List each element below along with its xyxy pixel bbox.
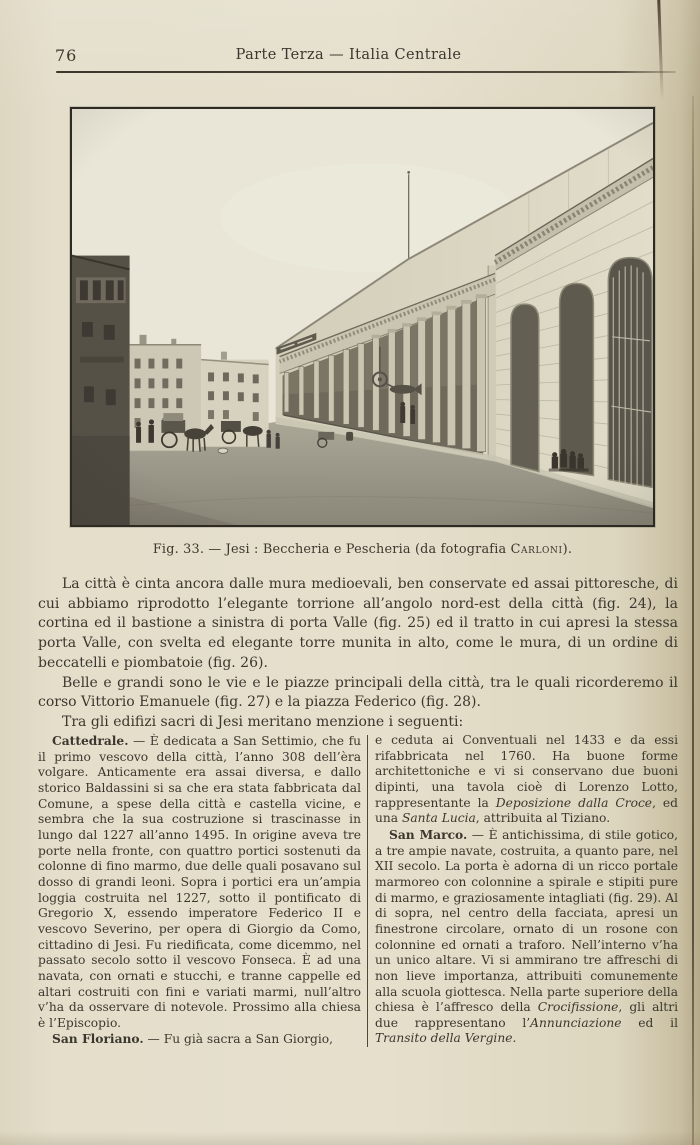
text-run-sc: Carloni [510,542,563,557]
text-run: Tra gli edifizi sacri di Jesi meritano menzione i seguenti: [62,713,464,730]
text-run: ). [562,542,573,557]
paragraph [38,733,361,1031]
text-run: — È antichissima, di stile gotico, a tre ampie navate, costruita, a quanto pare, nel XII secolo. La porta è adorna di un ricco portale marmoreo con colonnine a spirale e stipiti pure di marmo, e graziosamente intagliati (fig. 29). Al di sopra, nel centro della facciata, apresi un finestrone circolare, ornato di un rosone con colonnine ed ornati a traforo. Nell’interno v’ha un unico altare. Vi si ammirano tre affreschi di non lieve importanza, attribuiti comunemente alla scuola giottesca. Nella parte superiore della chiesa è l’affresco della [375,827,678,1015]
page-number: 76 [55,46,78,65]
paragraph [38,674,678,713]
column-divider [367,735,368,1047]
text-run-i: Santa Lucia [401,811,476,826]
paragraph [38,1031,361,1048]
running-title: Parte Terza — Italia Centrale [235,47,462,63]
scan-edge-line-right [692,96,694,1145]
text-run: . [512,1031,517,1046]
text-run: e ceduta ai Conventuali nel 1433 e da essi rifabbricata nel 1760. Ha buone forme architettoniche e vi si conservano due buoni dipinti, una tavola cioè di Lorenzo Lotto, rappresentante la [375,733,678,810]
paragraph [38,713,678,733]
text-run-i: Transito della Vergine [375,1031,513,1046]
column-right [375,733,678,1051]
text-run: , gli altri due rappresentano l’ [375,1000,678,1030]
figure-photo [70,107,655,527]
text-run: Fig. 33. — Jesi : Beccheria e Pescheria (da fotografia [152,542,511,557]
paragraph [375,827,678,1047]
column-left [38,733,361,1051]
scan-edge-bottom [0,1131,700,1145]
text-run-b: San Floriano. [52,1031,144,1047]
text-run-b: Cattedrale. [52,733,129,748]
header-rule [56,71,676,73]
text-run: — È dedicata a San Settimio, che fu il primo vescovo della città, l’anno 308 dell’èra volgare. Anticamente era assai diversa, e dallo storico Baldassini si sa che era stata fabbricata dal Comune, a spese della città e castella vicine, e sembra che la sua costruzione si trascinasse in lungo dal 1227 all’anno 1495. In origine aveva tre porte nella fronte, con quattro portici sostenuti da colonne di fino marmo, due delle quali posavano sul dosso di grandi leoni. Sopra i portici era un’ampia loggia costruita nel 1227, sotto il pontificato di Gregorio X, essendo imperatore Federico II e vescovo Severino, per opera di Giorgio da Como, cittadino di Jesi. Fu riedificata, come dicemmo, nel passato secolo sotto il vescovo Fonseca. È ad una navata, con ornati e stucchi, e tranne cappelle ed altari costruiti con fini e variati marmi, null’altro v’ha da osservare di notevole. Prossimo alla chiesa è l’Episcopio. [38,734,361,1030]
text-run-b: San Marco. [389,826,468,842]
text-run: La città è cinta ancora dalle mura medioevali, ben conservate ed assai pittoresche, di cui abbiamo riprodotto l’elegante torrione all’angolo nord-est della città (fig. 24), la cortina ed il bastione a sinistra di porta Valle (fig. 25) ed il tratto in cui apresi la stessa porta Valle, con svelta ed elegante torre munita in alto, come le mura, di un ordine di beccatelli e piombatoie (fig. 26). [38,576,678,671]
text-run: , ed una [375,795,678,826]
text-run: ed il [621,1015,678,1030]
text-run-i: Annunciazione [530,1015,622,1030]
text-run-i: Deposizione dalla Croce [495,795,653,810]
figure-caption [70,542,655,557]
two-column-text [38,733,678,1051]
paragraph [375,733,678,827]
text-run: Belle e grandi sono le vie e le piazze principali della città, tra le quali ricorderemo il corso Vittorio Emanuele (fig. 27) e la piazza Federico (fig. 28). [38,674,678,711]
text-run: — Fu già sacra a San Giorgio, [143,1032,334,1047]
vignette [72,109,653,525]
intro-text [38,575,678,733]
text-run: , attribuita al Tiziano. [475,811,611,826]
photo-illustration [72,109,653,525]
page-header [0,44,700,68]
paragraph [38,575,678,674]
text-run-i: Crocifissione [537,1000,619,1015]
